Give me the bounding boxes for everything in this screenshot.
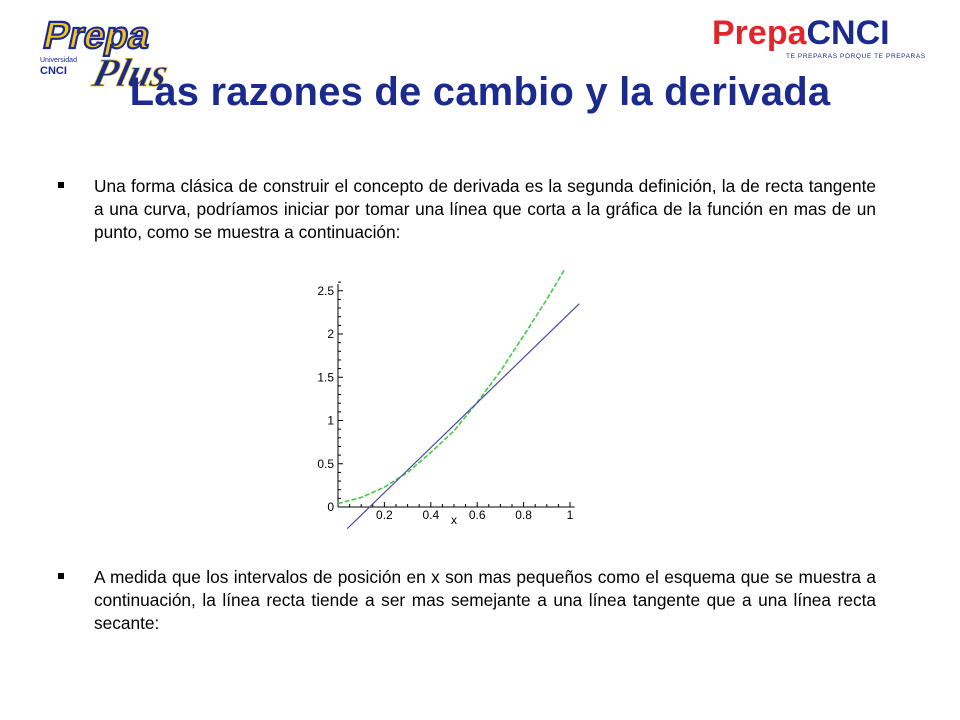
bullet-text: Una forma clásica de construir el concepto de derivada es la segunda definición, la de recta tangente a una curva, podríamos iniciar por tomar una línea que corta a la gráfica de la función en mas de un punto, como se muestra a continuación:: [94, 176, 876, 242]
y-tick-label: 2.5: [317, 283, 334, 298]
x-axis-label: x: [451, 513, 457, 527]
x-tick-label: 0.8: [515, 508, 532, 522]
bullet-marker-icon: [58, 182, 64, 188]
x-tick-label: 1: [566, 508, 574, 522]
secant-line-chart: [300, 270, 600, 530]
svg-text:PrepaCNCI: [712, 14, 890, 52]
logo-left-line1: Prepa: [39, 14, 155, 57]
x-tick-label: 0.4: [422, 508, 440, 522]
logo-left-sub1: Universidad: [40, 57, 77, 64]
y-tick-label: 1: [327, 413, 334, 428]
logo-left-line2: Plus: [88, 50, 173, 95]
slide-title: Las razones de cambio y la derivada: [129, 70, 831, 114]
y-tick-label: 1.5: [317, 370, 334, 385]
y-tick-label: 0.5: [317, 456, 334, 471]
bullet-item: [56, 175, 876, 244]
logo-right-tagline: TE PREPARAS PORQUE TE PREPARAS: [786, 53, 926, 60]
x-tick-label: 0.2: [376, 508, 393, 522]
bullet-marker-icon: [58, 573, 64, 579]
logo-right-brand-a: Prepa: [712, 14, 807, 52]
y-tick-label: 0: [327, 500, 334, 514]
y-tick-label: 2: [327, 327, 334, 341]
logo-right-brand-b: CNCI: [806, 14, 890, 52]
secant-line: [347, 304, 579, 529]
logo-left-sub2: CNCI: [40, 65, 67, 77]
bullet-text: A medida que los intervalos de posición en x son mas pequeños como el esquema que se muestra a continuación, la línea recta tiende a ser mas semejante a una línea tangente que a una línea recta secante:: [94, 567, 876, 633]
function-curve: [338, 270, 570, 504]
prepa-cnci-logo: [712, 12, 942, 62]
bullet-item: [56, 566, 876, 635]
x-tick-label: 0.6: [468, 508, 486, 522]
